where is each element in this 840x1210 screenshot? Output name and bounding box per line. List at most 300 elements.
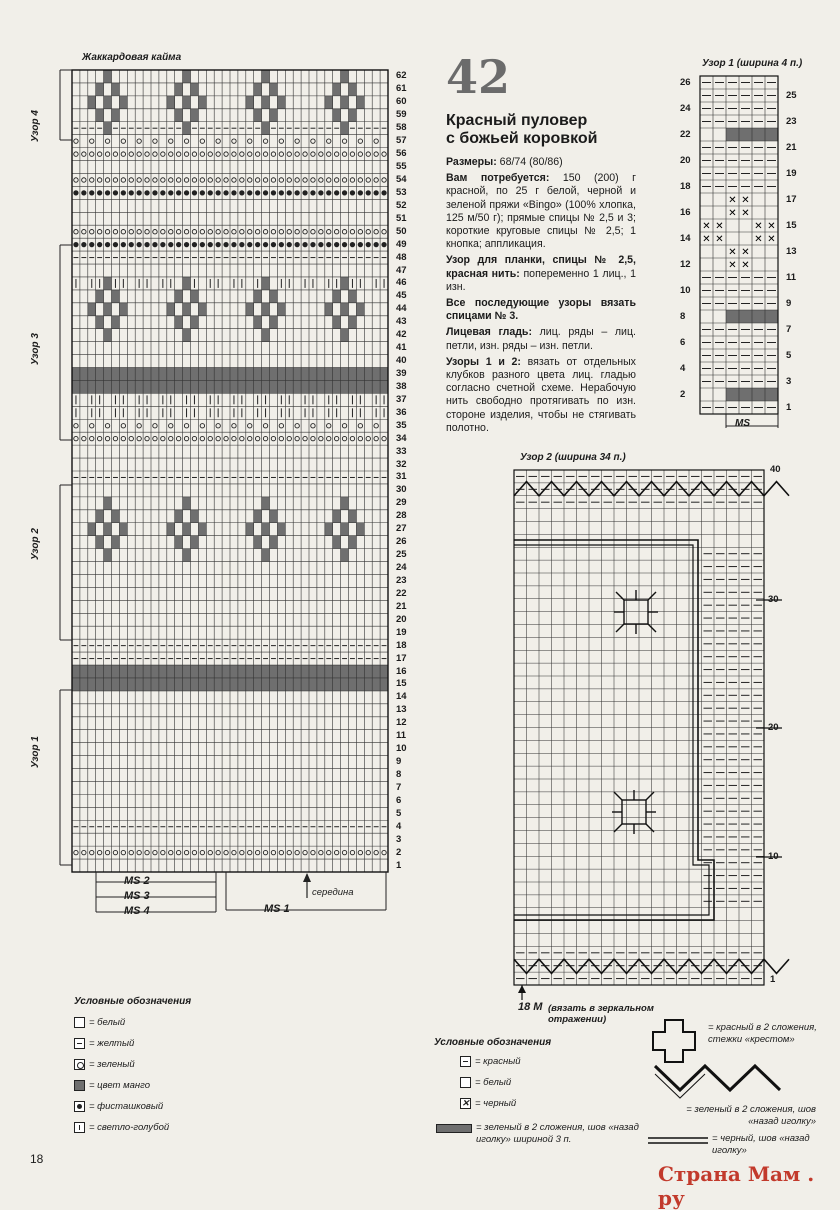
row-number: 31	[396, 471, 407, 483]
legend-white: = белый	[74, 1017, 125, 1028]
cell-ring	[184, 850, 188, 854]
cell-ring	[74, 436, 78, 440]
cell-ring	[97, 850, 101, 854]
tulip-motif	[183, 549, 191, 562]
cell-ring	[121, 152, 125, 156]
cell-ring	[327, 229, 331, 233]
cell-ring	[255, 178, 259, 182]
cell-ring	[382, 436, 386, 440]
cross-stitch-ray	[646, 824, 654, 832]
flower-motif	[112, 83, 120, 96]
cell-ring	[287, 191, 291, 195]
cell-ring	[184, 178, 188, 182]
diamond-motif	[112, 316, 120, 329]
cell-ring	[303, 191, 307, 195]
cell-ring	[176, 152, 180, 156]
cell-ring	[113, 178, 117, 182]
tulip-motif	[262, 549, 270, 562]
cell-ring	[121, 424, 125, 428]
cross-stitch-ray	[614, 792, 622, 800]
cell-ring	[319, 178, 323, 182]
cell-ring	[248, 191, 252, 195]
row-number: 40	[396, 355, 407, 367]
row-number: 43	[396, 316, 407, 328]
tulip-motif	[191, 510, 199, 523]
cross-mark: ✕	[741, 260, 750, 271]
cell-ring	[200, 229, 204, 233]
cell-ring	[358, 436, 362, 440]
tulip-motif	[325, 523, 333, 536]
cell-ring	[311, 424, 315, 428]
diamond-motif	[183, 277, 191, 290]
cell-ring	[350, 229, 354, 233]
cell-ring	[358, 229, 362, 233]
cell-ring	[311, 850, 315, 854]
cell-ring	[176, 242, 180, 246]
row-marker: 20	[768, 722, 779, 733]
row-number: 14	[680, 232, 691, 244]
cell-ring	[255, 436, 259, 440]
cell-ring	[342, 242, 346, 246]
left-chart-grid	[72, 70, 388, 872]
row-number: 25	[396, 549, 407, 561]
solid-row	[72, 665, 388, 678]
row-number: 25	[786, 89, 797, 101]
cell-ring	[153, 139, 157, 143]
flower-motif	[96, 109, 104, 122]
row-number: 57	[396, 135, 407, 147]
cell-ring	[82, 436, 86, 440]
cell-ring	[240, 850, 244, 854]
row-number: 42	[396, 329, 407, 341]
cell-ring	[200, 178, 204, 182]
cell-ring	[358, 424, 362, 428]
cell-ring	[342, 139, 346, 143]
diamond-motif	[270, 316, 278, 329]
cell-ring	[382, 242, 386, 246]
cell-ring	[121, 850, 125, 854]
cross-mark: ✕	[741, 208, 750, 219]
tulip-motif	[112, 510, 120, 523]
cell-ring	[161, 178, 165, 182]
cell-ring	[224, 850, 228, 854]
cell-ring	[169, 242, 173, 246]
cell-ring	[161, 242, 165, 246]
cell-ring	[255, 191, 259, 195]
row-number: 28	[396, 510, 407, 522]
cell-ring	[129, 191, 133, 195]
cell-ring	[366, 850, 370, 854]
cell-ring	[358, 178, 362, 182]
flower-motif	[349, 109, 357, 122]
cell-ring	[374, 850, 378, 854]
cell-ring	[358, 850, 362, 854]
cell-ring	[200, 152, 204, 156]
row-number: 26	[680, 76, 691, 88]
cell-ring	[105, 191, 109, 195]
cell-ring	[311, 178, 315, 182]
chart1-grid	[700, 76, 778, 414]
cell-ring	[145, 850, 149, 854]
flower-motif	[270, 83, 278, 96]
ms2-label: MS 2	[124, 875, 150, 887]
cell-ring	[342, 229, 346, 233]
cell-ring	[105, 229, 109, 233]
diamond-motif	[333, 316, 341, 329]
row-number: 11	[786, 271, 797, 283]
cell-ring	[295, 424, 299, 428]
diamond-motif	[349, 290, 357, 303]
cross-mark: ✕	[728, 260, 737, 271]
row-number: 51	[396, 212, 407, 224]
cell-ring	[208, 436, 212, 440]
backstitch-line	[514, 545, 709, 915]
cell-ring	[105, 152, 109, 156]
flower-motif	[183, 70, 191, 83]
cell-ring	[216, 242, 220, 246]
cell-ring	[263, 152, 267, 156]
cell-ring	[311, 229, 315, 233]
cell-ring	[200, 139, 204, 143]
row-marker: 10	[768, 851, 779, 862]
cross-mark: ✕	[715, 221, 724, 232]
cell-ring	[169, 152, 173, 156]
cell-ring	[279, 850, 283, 854]
tulip-motif	[104, 497, 112, 510]
cross-stitch-ray	[648, 624, 656, 632]
cell-ring	[153, 152, 157, 156]
flower-motif	[277, 96, 285, 109]
cell-ring	[137, 436, 141, 440]
row-number: 4	[396, 820, 402, 832]
flower-motif	[191, 83, 199, 96]
cell-ring	[208, 191, 212, 195]
tulip-motif	[88, 523, 96, 536]
flower-motif	[104, 122, 112, 135]
cell-ring	[90, 139, 94, 143]
diamond-motif	[356, 303, 364, 316]
cross-motif-icon	[622, 800, 646, 824]
flower-motif	[88, 96, 96, 109]
tulip-motif	[333, 510, 341, 523]
cell-ring	[271, 436, 275, 440]
filled-row	[726, 128, 778, 141]
row-number: 21	[396, 600, 407, 612]
cross-stitch-ray	[614, 824, 622, 832]
tulip-motif	[167, 523, 175, 536]
cell-ring	[169, 139, 173, 143]
cell-ring	[145, 436, 149, 440]
cell-ring	[121, 178, 125, 182]
row-number: 47	[396, 264, 407, 276]
cell-ring	[153, 191, 157, 195]
diamond-motif	[175, 290, 183, 303]
row-number: 5	[396, 807, 402, 819]
cell-ring	[74, 242, 78, 246]
cell-ring	[74, 191, 78, 195]
flower-motif	[341, 70, 349, 83]
cell-ring	[334, 152, 338, 156]
pattern-label-2: Узор 2	[30, 528, 41, 560]
cell-ring	[248, 139, 252, 143]
cell-ring	[311, 242, 315, 246]
cell-ring	[263, 436, 267, 440]
cell-ring	[153, 242, 157, 246]
cell-ring	[350, 850, 354, 854]
cell-ring	[263, 139, 267, 143]
cell-ring	[82, 850, 86, 854]
cell-ring	[105, 850, 109, 854]
diamond-motif	[333, 290, 341, 303]
article-number: 42	[446, 50, 511, 104]
cell-ring	[184, 139, 188, 143]
cell-ring	[255, 229, 259, 233]
white-square-icon	[460, 1077, 471, 1088]
legend-green: = зеленый	[74, 1059, 135, 1070]
cell-ring	[129, 229, 133, 233]
row-number: 54	[396, 173, 407, 185]
chart1-border	[700, 76, 778, 414]
diamond-motif	[262, 303, 270, 316]
cell-ring	[366, 436, 370, 440]
cell-ring	[382, 191, 386, 195]
cell-ring	[153, 424, 157, 428]
cell-ring	[169, 178, 173, 182]
row-marker: 40	[770, 464, 781, 475]
chart1-ms-label: MS	[735, 418, 750, 429]
cell-ring	[263, 178, 267, 182]
middle-label: середина	[312, 887, 354, 898]
cell-ring	[240, 436, 244, 440]
cell-ring	[240, 152, 244, 156]
cross-mark: ✕	[767, 234, 776, 245]
cell-ring	[200, 191, 204, 195]
tulip-motif	[96, 536, 104, 549]
cell-ring	[295, 178, 299, 182]
cell-ring	[113, 191, 117, 195]
cell-ring	[74, 152, 78, 156]
chart2-caption: Узор 2 (ширина 34 п.)	[520, 452, 626, 463]
cell-ring	[287, 850, 291, 854]
cross-outline-icon	[653, 1020, 695, 1062]
cell-ring	[295, 152, 299, 156]
flower-motif	[175, 109, 183, 122]
cell-ring	[169, 229, 173, 233]
flower-motif	[262, 96, 270, 109]
row-number: 38	[396, 380, 407, 392]
tulip-motif	[183, 523, 191, 536]
dot-square-icon	[74, 1101, 85, 1112]
bar-square-icon	[74, 1122, 85, 1133]
legend-yellow: = желтый	[74, 1038, 134, 1049]
cell-ring	[303, 436, 307, 440]
diamond-motif	[325, 303, 333, 316]
cell-ring	[303, 242, 307, 246]
cell-ring	[374, 229, 378, 233]
diamond-motif	[96, 316, 104, 329]
diamond-motif	[167, 303, 175, 316]
cell-ring	[342, 436, 346, 440]
cell-ring	[137, 242, 141, 246]
cell-ring	[374, 178, 378, 182]
legend-left-title: Условные обозначения	[74, 996, 192, 1007]
cell-ring	[303, 229, 307, 233]
cell-ring	[169, 436, 173, 440]
cell-ring	[311, 139, 315, 143]
flower-motif	[270, 109, 278, 122]
flower-motif	[96, 83, 104, 96]
row-number: 13	[786, 245, 797, 257]
cell-ring	[287, 152, 291, 156]
row-number: 56	[396, 148, 407, 160]
cell-ring	[263, 850, 267, 854]
cell-ring	[295, 139, 299, 143]
diamond-motif	[254, 290, 262, 303]
flower-motif	[333, 109, 341, 122]
diamond-motif	[112, 290, 120, 303]
cell-ring	[287, 229, 291, 233]
cross-mark: ✕	[702, 221, 711, 232]
cell-ring	[279, 152, 283, 156]
row-number: 34	[396, 432, 407, 444]
x-square-icon: ✕	[461, 1098, 470, 1108]
pattern-label-3: Узор 3	[30, 333, 41, 365]
cell-ring	[366, 242, 370, 246]
cell-ring	[169, 850, 173, 854]
cell-ring	[240, 178, 244, 182]
cell-ring	[176, 191, 180, 195]
diamond-motif	[341, 329, 349, 342]
cell-ring	[295, 191, 299, 195]
article-description: Размеры: 68/74 (80/86) Вам потребуется: 150 (200) г красной, по 25 г белой, черной и зеленой пряжи «Bingo» (100% хлопка, 125 м/50 г); прямые спицы № 2,5 и 3; короткие круговые спицы № 2,5; 1 кнопка; аппликация. Узор для планки, спицы № 2,5, красная нить: попеременно 1 лиц., 1 изн. Все последующие узоры вязать спицами № 3. Лицевая гладь: лиц. ряды – лиц. петли, изн. ряды – изн. петли. Узоры 1 и 2: вязать от отдельных клубков разного цвета лиц. гладью согласно счетной схеме. Нерабочую нить свободно протягивать по изн. стороне изделия, чтобы не стягивать полотно.	[446, 156, 636, 434]
cell-ring	[137, 139, 141, 143]
diamond-motif	[191, 290, 199, 303]
row-number: 17	[396, 652, 407, 664]
left-chart-cells	[72, 70, 388, 855]
row-number: 12	[396, 717, 407, 729]
cell-ring	[319, 242, 323, 246]
cell-ring	[90, 436, 94, 440]
solid-row	[72, 368, 388, 381]
cell-ring	[319, 229, 323, 233]
cell-ring	[90, 850, 94, 854]
cell-ring	[358, 139, 362, 143]
cell-ring	[232, 152, 236, 156]
cell-ring	[271, 850, 275, 854]
cell-ring	[137, 229, 141, 233]
cell-ring	[153, 229, 157, 233]
pattern-label-1: Узор 1	[30, 736, 41, 768]
cell-ring	[232, 424, 236, 428]
row-number: 62	[396, 70, 407, 82]
cross-mark: ✕	[728, 247, 737, 258]
row-number: 49	[396, 238, 407, 250]
diamond-motif	[246, 303, 254, 316]
cell-ring	[342, 178, 346, 182]
cell-ring	[248, 152, 252, 156]
cell-ring	[232, 850, 236, 854]
cell-ring	[303, 178, 307, 182]
tulip-motif	[112, 536, 120, 549]
cell-ring	[334, 191, 338, 195]
zigzag-icon	[655, 1074, 705, 1098]
cell-ring	[248, 436, 252, 440]
flower-motif	[191, 109, 199, 122]
left-chart-caption: Жаккардовая кайма	[82, 52, 182, 63]
tulip-motif	[270, 536, 278, 549]
cell-ring	[342, 191, 346, 195]
row-number: 22	[396, 587, 407, 599]
cell-ring	[105, 178, 109, 182]
cell-ring	[74, 229, 78, 233]
left-chart-border	[72, 70, 388, 872]
row-number: 1	[396, 859, 402, 871]
tulip-motif	[175, 510, 183, 523]
flower-motif	[341, 122, 349, 135]
row-number: 39	[396, 367, 407, 379]
cell-ring	[82, 242, 86, 246]
middle-arrow-icon	[303, 873, 311, 882]
cell-ring	[224, 242, 228, 246]
diamond-motif	[277, 303, 285, 316]
cell-ring	[287, 436, 291, 440]
ms4-label: MS 4	[124, 905, 150, 917]
cell-ring	[105, 436, 109, 440]
cell-ring	[200, 436, 204, 440]
cell-ring	[216, 152, 220, 156]
cell-ring	[382, 850, 386, 854]
cell-ring	[319, 850, 323, 854]
cell-ring	[248, 242, 252, 246]
row-number: 13	[396, 704, 407, 716]
cell-ring	[169, 424, 173, 428]
flower-motif	[262, 122, 270, 135]
cell-ring	[145, 191, 149, 195]
cell-ring	[105, 424, 109, 428]
cell-ring	[287, 178, 291, 182]
cell-ring	[216, 850, 220, 854]
cell-ring	[279, 191, 283, 195]
row-number: 50	[396, 225, 407, 237]
row-number: 45	[396, 290, 407, 302]
cell-ring	[279, 229, 283, 233]
cell-ring	[216, 191, 220, 195]
cell-ring	[334, 850, 338, 854]
cell-ring	[145, 229, 149, 233]
cell-ring	[105, 139, 109, 143]
cell-ring	[113, 850, 117, 854]
cross-mark: ✕	[702, 234, 711, 245]
tulip-motif	[104, 549, 112, 562]
row-number: 8	[396, 768, 402, 780]
diamond-motif	[270, 290, 278, 303]
cell-ring	[145, 152, 149, 156]
cell-ring	[232, 242, 236, 246]
cell-ring	[240, 229, 244, 233]
row-number: 11	[396, 730, 407, 742]
row-number: 33	[396, 445, 407, 457]
tulip-motif	[96, 510, 104, 523]
row-number: 59	[396, 109, 407, 121]
chart2-bottom-note: (вязать в зеркальном отражении)	[548, 1003, 654, 1025]
top-zigzag	[514, 482, 789, 496]
diamond-motif	[183, 303, 191, 316]
cell-ring	[224, 229, 228, 233]
cell-ring	[208, 152, 212, 156]
row-number: 7	[396, 781, 402, 793]
flower-motif	[167, 96, 175, 109]
diamond-motif	[262, 329, 270, 342]
